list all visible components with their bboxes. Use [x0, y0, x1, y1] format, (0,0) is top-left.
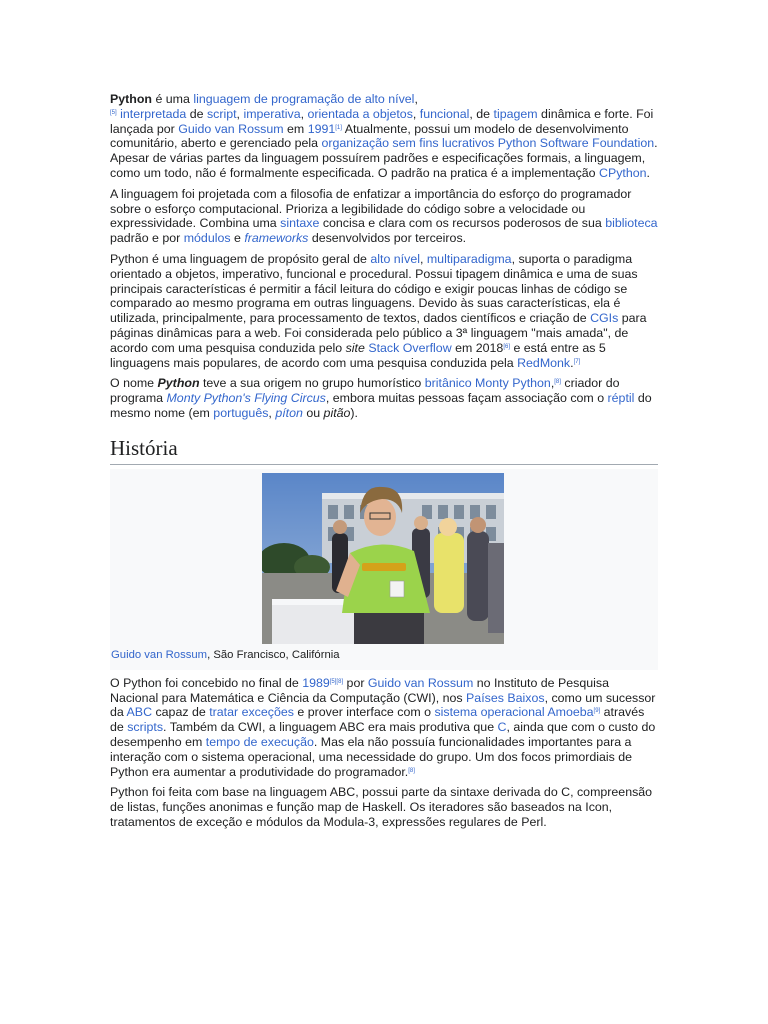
link-guido-van-rossum-2[interactable]: Guido van Rossum — [367, 675, 474, 690]
link-monty-python[interactable]: Monty Python — [475, 376, 551, 391]
link-imperativa[interactable]: imperativa — [243, 106, 301, 121]
link-funcional[interactable]: funcional — [419, 106, 470, 121]
link-1989[interactable]: 1989 — [302, 675, 330, 690]
link-frameworks[interactable]: frameworks — [244, 231, 309, 246]
influences-paragraph: Python foi feita com base na linguagem ABC, possui parte da sintaxe derivada do C, compreensão de listas, funções anonimas e função map de Haskell. Os iteradores são baseados na Icon, tratamentos de exceção e módulos da Modula-3, expressões regulares de Perl. — [110, 785, 653, 829]
link-caption-guido[interactable]: Guido van Rossum — [111, 648, 208, 661]
figure-caption: Guido van Rossum, São Francisco, Califórnia — [111, 648, 340, 661]
bold-italic-python: Python — [157, 376, 200, 391]
italic-pitao: pitão — [323, 405, 351, 420]
link-portugues[interactable]: português — [213, 405, 269, 420]
section-heading-historia: História — [110, 435, 658, 465]
features-paragraph: Python é uma linguagem de propósito geral de alto nível, multiparadigma, suporta o paradigma orientado a objetos, imperativo, funcional e procedural. Possui tipagem dinâmica e uma de suas principais características é permitir a fácil leitura do código e exigir poucas linhas de código se comparado ao mesmo programa em outras linguagens. Devido às suas características, ela é utilizada, principalmente, para processamento de textos, dados científicos e criação de CGIs para páginas dinâmicas para a web. Foi considerada pelo público a 3ª linguagem "mais amada", de acordo com uma pesquisa conduzida pelo site Stack Overflow em 2018[6] e está entre as 5 linguagens mais populares, de acordo com uma pesquisa conduzida pela RedMonk.[7] — [110, 251, 647, 370]
link-cpython[interactable]: CPython — [599, 165, 647, 180]
italic-site: site — [345, 340, 365, 355]
link-orientada-objetos[interactable]: orientada a objetos — [307, 106, 413, 121]
philosophy-paragraph: A linguagem foi projetada com a filosofia de enfatizar a importância do esforço do programador sobre o esforço computacional. Prioriza a legibilidade do código sobre a velocidade ou expressividade. Combina uma sintaxe concisa e clara com os recursos poderosos de sua biblioteca padrão e por módulos e frameworks desenvolvidos por terceiros. — [110, 186, 658, 246]
link-script[interactable]: script — [206, 106, 237, 121]
link-alto-nivel[interactable]: alto nível — [370, 251, 420, 266]
link-c[interactable]: C — [497, 720, 507, 735]
link-interpretada[interactable]: interpretada — [120, 106, 187, 121]
citation-ref[interactable]: [9] — [593, 708, 601, 715]
link-guido-van-rossum[interactable]: Guido van Rossum — [178, 121, 284, 136]
link-1991[interactable]: 1991 — [307, 121, 336, 136]
figure-guido — [110, 469, 658, 670]
link-britanico[interactable]: britânico — [424, 376, 472, 391]
link-multiparadigma[interactable]: multiparadigma — [426, 251, 512, 266]
citation-ref[interactable]: [5][8] — [329, 678, 344, 685]
link-linguagem-alto-nivel[interactable]: linguagem de programação de alto nível — [193, 92, 415, 106]
link-tempo-execucao[interactable]: tempo de execução — [205, 734, 314, 749]
link-stack-overflow[interactable]: Stack Overflow — [368, 340, 452, 355]
citation-ref[interactable]: [7] — [573, 358, 581, 365]
citation-ref[interactable]: [8] — [408, 767, 415, 774]
link-tipagem[interactable]: tipagem — [493, 106, 538, 121]
intro-paragraph: Python é uma linguagem de programação de alto nível, [5] interpretada de script, imperativa, orientada a objetos, funcional, de tipagem dinâmica e forte. Foi lançada por Guido van Rossum em 1991[1] Atualmente, possui um modelo de desenvolvimento comunitário, aberto e gerenciado pela organização sem fins lucrativos Python Software Foundation. Apesar de várias partes da linguagem possuírem padrões e especificações formais, a linguagem, como um todo, não é formalmente especificada. O padrão na pratica é a implementação CPython. — [110, 92, 658, 180]
link-modulos[interactable]: módulos — [183, 231, 231, 246]
link-piton[interactable]: píton — [275, 405, 303, 420]
link-abc[interactable]: ABC — [126, 705, 153, 720]
link-python-software-foundation[interactable]: Python Software Foundation — [497, 136, 655, 151]
article-body — [110, 92, 658, 836]
link-tratar-excecoes[interactable]: tratar exceções — [209, 705, 294, 720]
link-paises-baixos[interactable]: Países Baixos — [466, 690, 545, 705]
name-origin-paragraph: O nome Python teve a sua origem no grupo humorístico britânico Monty Python,[8] criador do programa Monty Python's Flying Circus, embora muitas pessoas façam associação com o réptil do mesmo nome (em português, píton ou pitão). — [110, 376, 652, 420]
link-organizacao-sem-fins-lucrativos[interactable]: organização sem fins lucrativos — [321, 136, 495, 151]
link-flying-circus[interactable]: Monty Python's Flying Circus — [166, 391, 326, 406]
link-redmonk[interactable]: RedMonk — [517, 355, 571, 370]
link-scripts[interactable]: scripts — [127, 720, 164, 735]
photo-guido-van-rossum[interactable] — [262, 473, 504, 644]
bold-term-python: Python — [110, 92, 152, 106]
citation-ref[interactable]: [6] — [503, 343, 510, 350]
history-paragraph: O Python foi concebido no final de 1989[5][8] por Guido van Rossum no Instituto de Pesquisa Nacional para Matemática e Ciência da Computação (CWI), nos Países Baixos, como um sucessor da ABC capaz de tratar exceções e prover interface com o sistema operacional Amoeba[9] através de scripts. Também da CWI, a linguagem ABC era mais produtiva que C, ainda que com o custo do desempenho em tempo de execução. Mas ela não possuía funcionalidades importantes para a interação com o sistema operacional, uma necessidade do grupo. Um dos focos primordiais de Python era aumentar a produtividade do programador.[8] — [110, 675, 656, 779]
link-cgis[interactable]: CGIs — [590, 311, 619, 326]
link-sintaxe[interactable]: sintaxe — [280, 216, 320, 231]
citation-ref[interactable]: [8] — [554, 379, 561, 386]
link-biblioteca[interactable]: biblioteca — [605, 216, 658, 231]
citation-ref[interactable]: [1] — [335, 124, 342, 131]
citation-ref[interactable]: [5] — [110, 109, 117, 116]
link-reptil[interactable]: réptil — [607, 391, 635, 406]
link-sistema-amoeba[interactable]: sistema operacional Amoeba — [434, 705, 594, 720]
